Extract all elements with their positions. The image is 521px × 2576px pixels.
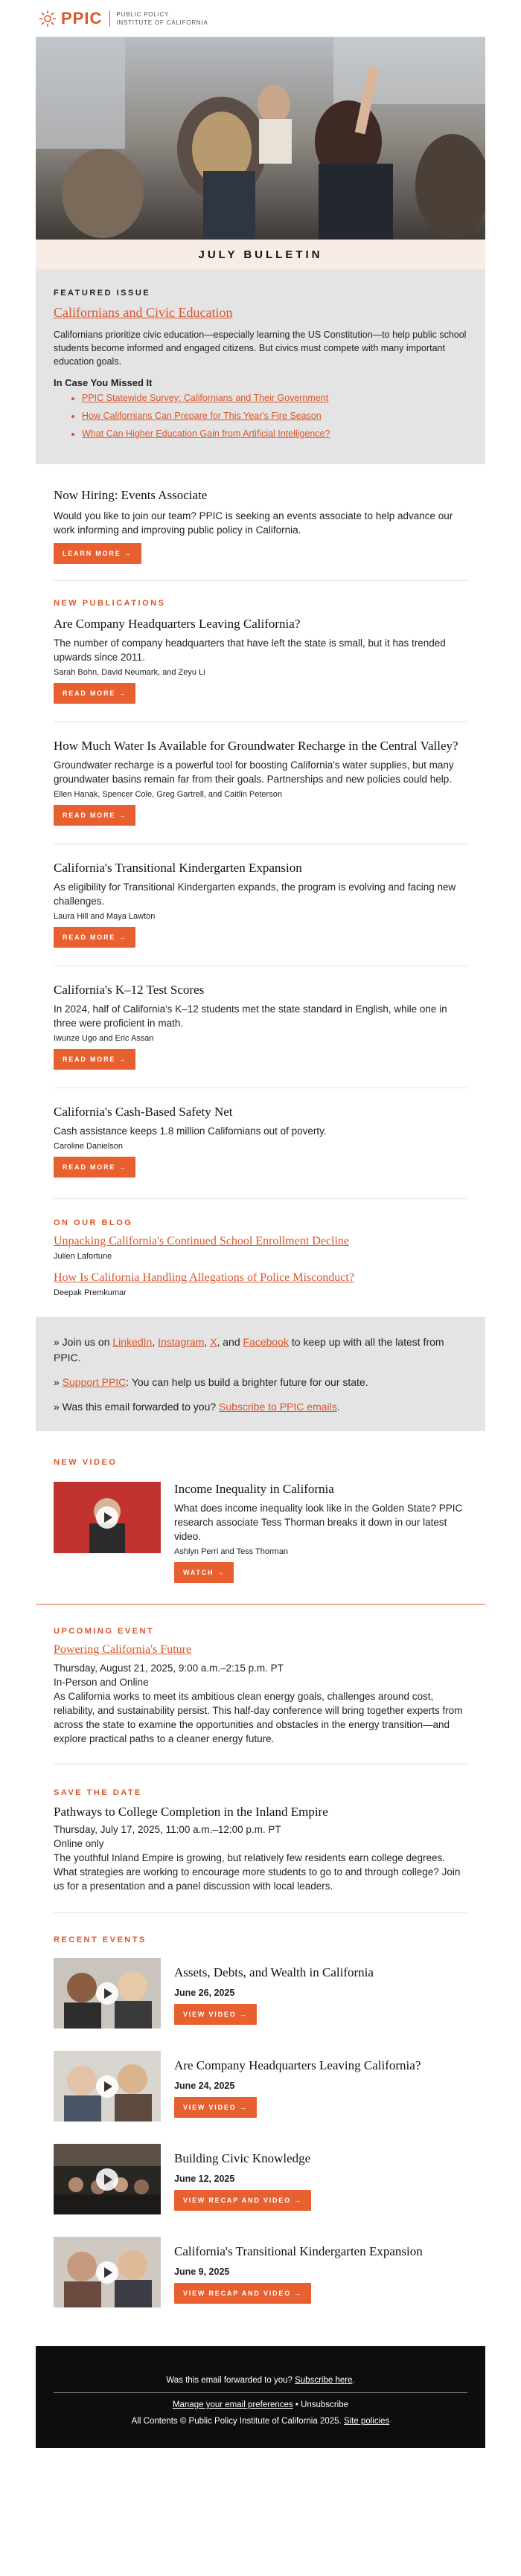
social-section <box>36 1317 485 1431</box>
blog-eyebrow: ON OUR BLOG <box>54 1218 133 1227</box>
play-icon[interactable] <box>96 2261 118 2284</box>
view-video-button[interactable]: VIEW VIDEO → <box>174 2004 257 2025</box>
publication-title[interactable]: California's Cash-Based Safety Net <box>54 1105 233 1119</box>
icymi-item <box>82 428 467 439</box>
save-date-location: Online only <box>54 1838 104 1849</box>
recent-event-item <box>36 2237 485 2307</box>
publication-body: Groundwater recharge is a powerful tool for boosting California's water supplies, but many groundwater basins remain far from their goals. Partnerships and new policies could help. <box>54 759 454 785</box>
publication-body: The number of company headquarters that have left the state is small, but it has trended upwards since 2011. <box>54 637 446 663</box>
social-and: and <box>220 1336 243 1348</box>
facebook-link[interactable]: Facebook <box>243 1336 289 1348</box>
blog-section <box>36 1199 485 1317</box>
email-footer <box>36 2346 485 2448</box>
watch-button[interactable]: WATCH → <box>174 1562 234 1583</box>
email-header <box>36 0 485 37</box>
recent-event-item <box>36 1958 485 2029</box>
logo-text[interactable]: PPIC <box>61 8 103 28</box>
logo-subtitle <box>109 10 208 27</box>
manage-preferences-link[interactable]: Manage your email preferences <box>172 2400 293 2409</box>
event-title[interactable]: Are Company Headquarters Leaving California? <box>174 2058 421 2072</box>
blog-author: Deepak Premkumar <box>54 1288 127 1297</box>
footer-bullet: • <box>293 2400 301 2409</box>
publication-body: Cash assistance keeps 1.8 million Californians out of poverty. <box>54 1125 327 1137</box>
bulletin-title-bar <box>36 240 485 269</box>
publication-body: As eligibility for Transitional Kindergarten expands, the program is evolving and facing new challenges. <box>54 881 456 907</box>
instagram-link[interactable]: Instagram <box>158 1336 205 1348</box>
save-date-datetime: Thursday, July 17, 2025, 11:00 a.m.–12:00 p.m. PT <box>54 1824 281 1835</box>
forward-suffix: . <box>336 1401 340 1413</box>
classroom-photo-icon <box>36 37 485 240</box>
upcoming-datetime: Thursday, August 21, 2025, 9:00 a.m.–2:15 p.m. PT <box>54 1663 284 1674</box>
blog-title-link[interactable]: Unpacking California's Continued School Enrollment Decline <box>54 1235 350 1247</box>
upcoming-location: In-Person and Online <box>54 1677 149 1688</box>
blog-item <box>54 1235 467 1261</box>
forward-prefix: » Was this email forwarded to you? <box>54 1401 220 1413</box>
publication-item <box>54 1105 467 1178</box>
event-thumbnail[interactable] <box>54 1958 161 2029</box>
unsubscribe-link[interactable]: Unsubscribe <box>301 2400 349 2409</box>
upcoming-event-section <box>36 1605 485 1746</box>
event-thumbnail[interactable] <box>54 2237 161 2307</box>
view-recap-button[interactable]: VIEW RECAP AND VIDEO → <box>174 2283 311 2304</box>
logo-sub-line2: INSTITUTE OF CALIFORNIA <box>116 19 208 26</box>
subscribe-ppic-link[interactable]: Subscribe to PPIC emails <box>219 1401 337 1413</box>
play-icon[interactable] <box>96 2075 118 2098</box>
event-thumbnail[interactable] <box>54 2144 161 2214</box>
blog-item <box>54 1271 467 1297</box>
social-join-suffix: to keep up with all the latest from PPIC. <box>54 1336 444 1364</box>
publication-item <box>54 617 467 704</box>
view-video-button[interactable]: VIEW VIDEO → <box>174 2097 257 2118</box>
hiring-title[interactable]: Now Hiring: Events Associate <box>54 488 208 502</box>
upcoming-title-link[interactable]: Powering California's Future <box>54 1643 192 1656</box>
icymi-link[interactable]: What Can Higher Education Gain from Artificial Intelligence? <box>82 428 330 439</box>
publication-body: In 2024, half of California's K–12 students met the state standard in English, while one in three were proficient in math. <box>54 1003 447 1029</box>
blog-author: Julien Lafortune <box>54 1252 112 1261</box>
read-more-button[interactable]: READ MORE → <box>54 927 135 948</box>
publication-authors: Sarah Bohn, David Neumark, and Zeyu Li <box>54 668 205 677</box>
bulletin-title: JULY BULLETIN <box>198 248 323 261</box>
icymi-item <box>82 393 467 403</box>
footer-copyright: All Contents © Public Policy Institute of California 2025. <box>131 2417 344 2426</box>
icymi-list <box>82 393 467 439</box>
publications-section <box>36 581 485 1178</box>
publication-title[interactable]: California's Transitional Kindergarten Expansion <box>54 861 302 875</box>
recent-event-item <box>36 2051 485 2121</box>
footer-manage-line <box>54 2400 467 2409</box>
hero-classroom-photo <box>36 37 485 240</box>
icymi-item <box>82 411 467 421</box>
footer-rule <box>54 2392 467 2393</box>
save-date-body: The youthful Inland Empire is growing, but relatively few residents earn college degrees. What strategies are working to encourage more students to go to and through college? Join us for a presentation and a panel discussion with local leaders. <box>54 1852 461 1892</box>
play-icon[interactable] <box>96 1506 118 1529</box>
icymi-title: In Case You Missed It <box>54 377 153 388</box>
publication-title[interactable]: California's K–12 Test Scores <box>54 983 205 997</box>
publication-authors: Laura Hill and Maya Lawton <box>54 912 156 921</box>
publication-title[interactable]: Are Company Headquarters Leaving California? <box>54 617 301 631</box>
footer-forward-line <box>54 2376 467 2385</box>
save-date-title[interactable]: Pathways to College Completion in the Inland Empire <box>54 1805 328 1819</box>
email-container <box>36 0 485 2448</box>
blog-title-link[interactable]: How Is California Handling Allegations of Police Misconduct? <box>54 1271 354 1284</box>
event-date: June 26, 2025 <box>174 1988 235 1998</box>
video-details <box>174 1482 467 1583</box>
publication-item <box>54 739 467 826</box>
publication-item <box>54 861 467 948</box>
event-details <box>174 2051 421 2121</box>
event-title[interactable]: California's Transitional Kindergarten Expansion <box>174 2244 423 2258</box>
x-link[interactable]: X <box>210 1336 217 1348</box>
event-title[interactable]: Assets, Debts, and Wealth in California <box>174 1965 374 1979</box>
save-the-date-section <box>36 1764 485 1893</box>
footer-subscribe-link[interactable]: Subscribe here <box>295 2376 353 2385</box>
featured-title-link[interactable]: Californians and Civic Education <box>54 305 233 320</box>
play-icon[interactable] <box>96 1982 118 2005</box>
read-more-button[interactable]: READ MORE → <box>54 1157 135 1178</box>
linkedin-link[interactable]: LinkedIn <box>112 1336 153 1348</box>
featured-eyebrow: FEATURED ISSUE <box>54 289 151 298</box>
video-row <box>36 1482 485 1583</box>
video-thumbnail[interactable] <box>54 1482 161 1553</box>
video-title[interactable]: Income Inequality in California <box>174 1482 334 1496</box>
video-body: What does income inequality look like in the Golden State? PPIC research associate Tess Thorman breaks it down in our latest video. <box>174 1503 463 1542</box>
recent-event-item <box>36 2144 485 2214</box>
hiring-section <box>36 464 485 564</box>
footer-forward-text: Was this email forwarded to you? <box>166 2376 295 2385</box>
publication-authors: Ellen Hanak, Spencer Cole, Greg Gartrell, and Caitlin Peterson <box>54 790 282 799</box>
upcoming-body: As California works to meet its ambitious clean energy goals, challenges around cost, reliability, and sustainability persist. This half-day conference will bring together experts from across the state to examine the opportunities and obstacles in the energy transition—and explore practical paths to a cleaner energy future. <box>54 1691 463 1744</box>
social-join-line: » Join us on LinkedIn, Instagram, X, and Facebook to keep up with all the latest from PPIC. <box>54 1336 444 1364</box>
featured-title[interactable] <box>54 305 467 321</box>
hiring-body: Would you like to join our team? PPIC is seeking an events associate to help advance our work informing and improving public policy in California. <box>54 510 453 536</box>
event-details <box>174 1958 374 2029</box>
recent-events-section <box>36 1913 485 1958</box>
event-thumbnail[interactable] <box>54 2051 161 2121</box>
view-recap-button[interactable]: VIEW RECAP AND VIDEO → <box>174 2190 311 2211</box>
upcoming-eyebrow: UPCOMING EVENT <box>54 1627 155 1636</box>
event-details <box>174 2237 423 2307</box>
featured-body: Californians prioritize civic education—especially learning the US Constitution—to help public school students become informed and engaged citizens. But civics must compete with many important education goals. <box>54 330 467 367</box>
site-policies-link[interactable]: Site policies <box>343 2417 390 2426</box>
publications-eyebrow: NEW PUBLICATIONS <box>54 599 166 608</box>
publication-item <box>54 983 467 1070</box>
video-authors: Ashlyn Perri and Tess Thorman <box>174 1547 289 1556</box>
learn-more-button[interactable]: LEARN MORE → <box>54 543 141 564</box>
logo-sub-line1: PUBLIC POLICY <box>116 10 170 18</box>
footer-forward-end: . <box>352 2376 355 2385</box>
featured-issue-section <box>36 269 485 464</box>
social-support-line <box>54 1375 467 1390</box>
publication-authors: Iwunze Ugo and Eric Assan <box>54 1034 154 1043</box>
footer-copyright-line <box>54 2417 467 2426</box>
social-join-prefix: » Join us on <box>54 1336 113 1348</box>
ppic-sun-logo-icon <box>39 10 57 28</box>
social-forward-line <box>54 1399 467 1415</box>
event-date: June 12, 2025 <box>174 2174 235 2184</box>
icymi-link[interactable]: How Californians Can Prepare for This Year's Fire Season <box>82 411 322 421</box>
icymi-link[interactable]: PPIC Statewide Survey: Californians and Their Government <box>82 393 329 403</box>
event-date: June 24, 2025 <box>174 2081 235 2091</box>
event-date: June 9, 2025 <box>174 2267 230 2277</box>
save-date-eyebrow: SAVE THE DATE <box>54 1788 142 1797</box>
read-more-button[interactable]: READ MORE → <box>54 805 135 826</box>
publication-authors: Caroline Danielson <box>54 1142 123 1151</box>
support-ppic-link[interactable]: Support PPIC <box>62 1376 127 1388</box>
video-eyebrow: NEW VIDEO <box>54 1458 118 1467</box>
support-suffix: : You can help us build a brighter future for our state. <box>126 1376 368 1388</box>
support-prefix: » <box>54 1376 63 1388</box>
play-icon[interactable] <box>96 2168 118 2191</box>
read-more-button[interactable]: READ MORE → <box>54 1049 135 1070</box>
event-details <box>174 2144 311 2214</box>
read-more-button[interactable]: READ MORE → <box>54 683 135 704</box>
recent-eyebrow: RECENT EVENTS <box>54 1936 147 1944</box>
video-section <box>36 1431 485 1467</box>
publication-title[interactable]: How Much Water Is Available for Groundwater Recharge in the Central Valley? <box>54 739 458 753</box>
event-title[interactable]: Building Civic Knowledge <box>174 2151 311 2165</box>
